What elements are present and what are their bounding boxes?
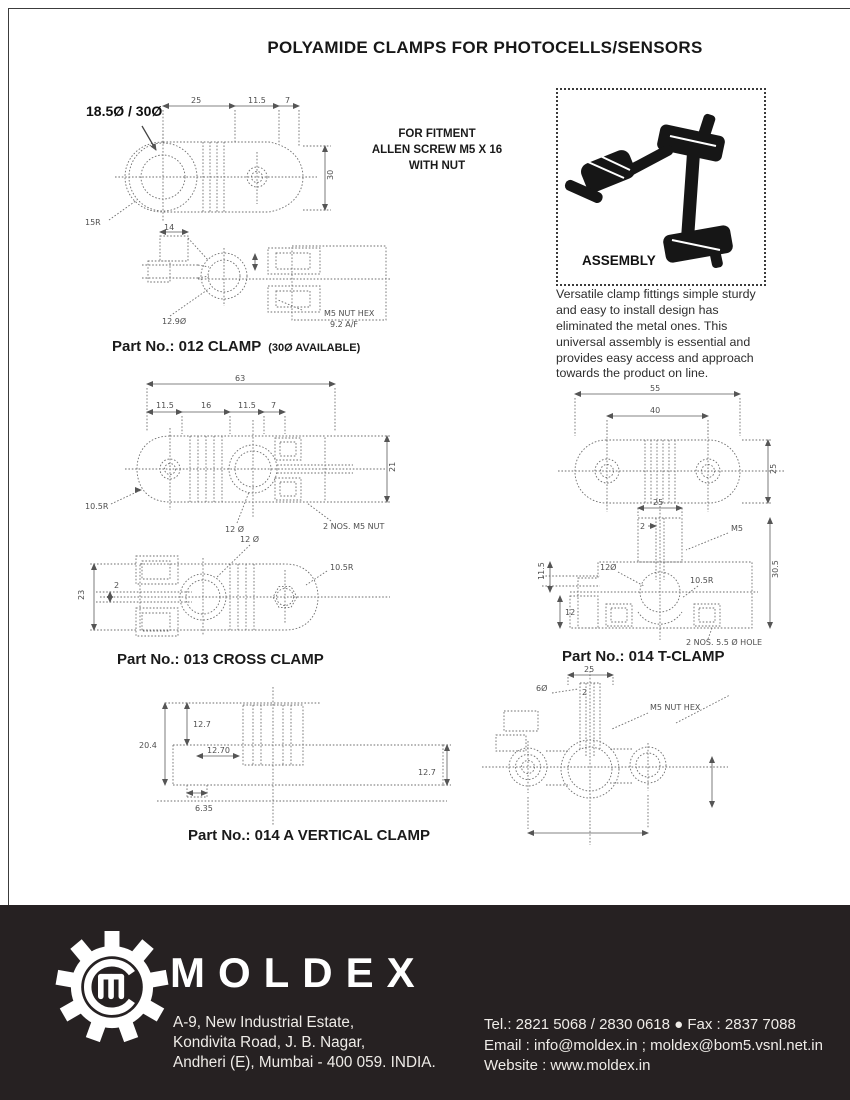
dim-label-23: 23	[77, 589, 86, 600]
dim-label-6-35: 6.35	[195, 804, 213, 813]
dim-label-12-7a: 12.7	[193, 720, 211, 729]
drawing-lines	[558, 398, 785, 512]
footer	[0, 905, 850, 1100]
drawing-014a-vertical-clamp-end-view	[480, 665, 735, 850]
fitment-line-2: ALLEN SCREW M5 X 16	[371, 144, 503, 157]
address-line-2: Kondivita Road, J. B. Nagar,	[173, 1033, 366, 1051]
caption-013-cross-clamp	[117, 651, 324, 668]
dim-label-12-9: 12.9Ø	[162, 317, 187, 326]
assembly-shapes	[563, 113, 734, 269]
dim-label-11-5: 11.5	[537, 562, 546, 580]
assembly-image-box	[556, 88, 766, 286]
label-m5-nut-hex: M5 NUT HEX	[324, 309, 375, 318]
dim-label-40: 40	[650, 406, 661, 415]
dimension-lines	[575, 394, 768, 503]
dimension-lines	[141, 384, 387, 502]
dim-label-m5: M5	[731, 524, 743, 533]
assembly-label: ASSEMBLY	[582, 253, 656, 268]
caption-012-clamp	[112, 338, 360, 355]
dim-label-55: 55	[650, 384, 661, 393]
dim-label-11-5a: 11.5	[156, 401, 174, 410]
dim-label-25: 25	[769, 463, 778, 474]
dim-label-25b: 25	[653, 498, 664, 507]
dimension-lines	[142, 106, 325, 210]
caption-013-text: Part No.: 013 CROSS CLAMP	[117, 651, 324, 668]
page-border-top	[8, 8, 850, 9]
contact-email: Email : info@moldex.in ; moldex@bom5.vsnl.net.in	[484, 1036, 823, 1054]
dim-label-63: 63	[235, 374, 246, 383]
drawing-lines	[90, 545, 390, 636]
drawing-012-clamp-side-view	[140, 223, 402, 344]
dim-label-14: 14	[164, 223, 175, 232]
drawing-014-t-clamp-front-view	[537, 498, 792, 648]
dim-label-10-5r-b: 10.5R	[330, 563, 354, 572]
dim-label-11-5: 11.5	[248, 96, 266, 105]
dimension-lines	[528, 675, 712, 833]
caption-014-t-clamp	[562, 648, 725, 665]
contact-tel-fax: Tel.: 2821 5068 / 2830 0618 ● Fax : 2837 7088	[484, 1016, 796, 1033]
dimension-lines	[160, 232, 255, 270]
dim-label-6dia: 6Ø	[536, 684, 548, 693]
dim-label-20-4: 20.4	[139, 741, 157, 750]
drawing-012-clamp-top-view	[85, 92, 355, 240]
dim-label-2: 2	[114, 581, 120, 590]
caption-012-text: Part No.: 012 CLAMP	[112, 338, 262, 355]
dim-label-12-7b: 12.7	[418, 768, 436, 777]
page-border-left	[8, 8, 9, 905]
dim-label-30: 30	[326, 169, 335, 180]
drawing-lines	[482, 671, 730, 845]
caption-014a-vertical-clamp	[188, 827, 430, 844]
drawing-014-t-clamp-top-view	[550, 382, 795, 504]
label-9-2-af: 9.2 A/F	[330, 320, 359, 329]
dim-label-12dia-b: 12 Ø	[240, 535, 260, 544]
dim-label-12dia: 12 Ø	[225, 525, 245, 534]
drawing-013-cross-clamp-bottom-view	[77, 528, 405, 650]
fitment-line-1: FOR FITMENT	[398, 128, 476, 140]
caption-014a-text: Part No.: 014 A VERTICAL CLAMP	[188, 827, 430, 844]
dim-label-2: 2	[582, 688, 588, 697]
dim-label-25: 25	[584, 665, 595, 674]
drawing-013-cross-clamp-top-view	[85, 372, 405, 537]
drawing-lines	[142, 236, 390, 320]
caption-012-suffix: (30Ø AVAILABLE)	[268, 342, 361, 354]
page-title: POLYAMIDE CLAMPS FOR PHOTOCELLS/SENSORS	[267, 38, 703, 57]
label-2nos-holes: 2 NOS. 5.5 Ø HOLE	[686, 638, 763, 647]
dim-label-25: 25	[191, 96, 202, 105]
dim-label-7: 7	[271, 401, 277, 410]
caption-014-text: Part No.: 014 T-CLAMP	[562, 648, 725, 665]
dim-label-15r: 15R	[85, 218, 101, 227]
dim-label-16: 16	[201, 401, 212, 410]
company-contact	[484, 1015, 823, 1077]
bore-dimension-label: 18.5Ø / 30Ø	[86, 103, 163, 119]
contact-website: Website : www.moldex.in	[484, 1057, 651, 1075]
fitment-line-3: WITH NUT	[408, 160, 466, 173]
dim-label-2: 2	[640, 522, 646, 531]
dim-label-12-70: 12.70	[207, 746, 230, 755]
moldex-logo-gear-icon	[56, 931, 168, 1043]
dim-label-21: 21	[388, 461, 397, 472]
dim-label-30-5: 30.5	[771, 560, 780, 578]
address-line-3: Andheri (E), Mumbai - 400 059. INDIA.	[173, 1053, 436, 1071]
dim-label-7: 7	[285, 96, 291, 105]
logo-m-bars	[98, 974, 124, 999]
brand-wordmark: MOLDEX	[170, 949, 428, 996]
assembly-description: Versatile clamp fittings simple sturdy and easy to install design has eliminated the metal ones. This universal assembly is essential and provides easy access and approach towards the product on line.	[556, 287, 756, 381]
dim-label-12dia: 12Ø	[600, 563, 617, 572]
address-line-1: A-9, New Industrial Estate,	[173, 1014, 355, 1031]
fitment-note	[352, 126, 522, 174]
dim-label-11-5b: 11.5	[238, 401, 256, 410]
label-m5-nut-hex: M5 NUT HEX	[650, 703, 701, 712]
dim-label-10-5r: 10.5R	[85, 502, 109, 511]
dim-label-12l: 12	[565, 608, 576, 617]
dim-label-10-5r: 10.5R	[690, 576, 714, 585]
label-2nos-m5-nut: 2 NOS. M5 NUT	[323, 522, 385, 531]
company-address	[173, 1013, 436, 1073]
drawing-014a-vertical-clamp-side-view	[135, 683, 457, 828]
